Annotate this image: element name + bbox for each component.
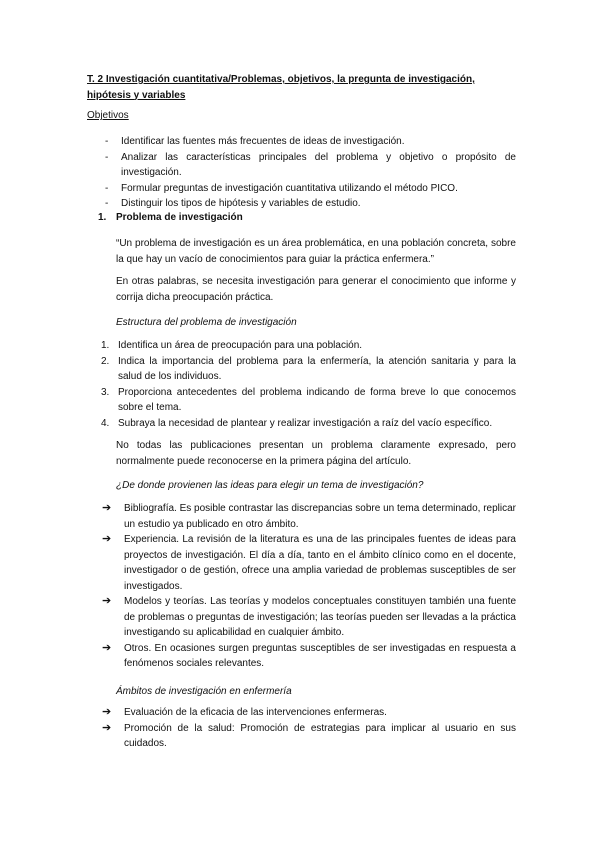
dash-bullet: - [105, 136, 109, 147]
arrow-icon: ➔ [102, 706, 112, 718]
objective-item: - Formular preguntas de investigación cuantitativa utilizando el método PICO. [87, 181, 516, 197]
area-item: ➔ Evaluación de la eficacia de las intervenciones enfermeras. [102, 705, 516, 721]
arrow-icon: ➔ [102, 641, 112, 654]
area-item: ➔ Promoción de la salud: Promoción de estrategias para implicar al usuario en sus cuidados. [102, 721, 516, 749]
areas-heading: Ámbitos de investigación en enfermería [116, 686, 292, 697]
arrow-icon: ➔ [102, 533, 112, 545]
idea-item: ➔ Modelos y teorías. Las teorías y modelos conceptuales constituyen también una fuente de problemas o preguntas de investigación; las teorías pueden ser llevadas a la práctica investigando su aplicabilidad en cualquier ámbito. [102, 595, 516, 638]
idea-item: ➔ Bibliografía. Es posible contrastar las discrepancias sobre un tema determinado, replicar un estudio ya publicado en otro ámbito. [102, 502, 516, 530]
dash-bullet: - [105, 182, 109, 194]
structure-item: 1. Identifica un área de preocupación para una población. [101, 340, 363, 351]
structure-list [98, 338, 516, 431]
definition-quote: “Un problema de investigación es un área problemática, en una población concreta, sobre la que hay un vacío de conocimientos para guiar la práctica enfermera.” [116, 238, 516, 265]
structure-item: 4. Subraya la necesidad de plantear y realizar investigación a raíz del vacío específico. [101, 417, 493, 429]
arrow-icon: ➔ [102, 721, 112, 734]
areas-list [102, 705, 516, 752]
arrow-icon: ➔ [102, 595, 112, 607]
paragraph: No todas las publicaciones presentan un problema claramente expresado, pero normalmente puede reconocerse en la primera página del artículo. [116, 440, 516, 467]
section-heading [98, 212, 243, 223]
section-number: 1. [98, 212, 107, 223]
objective-item: - Distinguir los tipos de hipótesis y variables de estudio. [87, 196, 516, 212]
ideas-heading: ¿De donde provienen las ideas para elegir un tema de investigación? [116, 480, 424, 491]
objectives-heading: Objetivos [87, 110, 129, 121]
ideas-list [102, 501, 516, 672]
dash-bullet: - [105, 151, 109, 163]
objectives-list [87, 134, 516, 212]
structure-heading: Estructura del problema de investigación [116, 317, 297, 328]
objective-item: - Analizar las características principales del problema y objetivo o propósito de investigación. [105, 151, 516, 178]
dash-bullet: - [105, 198, 109, 209]
arrow-icon: ➔ [102, 502, 112, 514]
structure-item: 2. Indica la importancia del problema para la enfermería, la atención sanitaria y para la salud de los individuos. [101, 355, 516, 382]
structure-item: 3. Proporciona antecedentes del problema indicando de forma breve lo que conocemos sobre el tema. [101, 386, 516, 413]
paragraph: En otras palabras, se necesita investigación para generar el conocimiento que informe y corrija dicha preocupación práctica. [116, 276, 516, 303]
idea-item: ➔ Otros. En ocasiones surgen preguntas susceptibles de ser investigadas en respuesta a fenómenos sociales relevantes. [102, 641, 516, 669]
section-title: Problema de investigación [116, 212, 243, 223]
page-title: T. 2 Investigación cuantitativa/Problemas, objetivos, la pregunta de investigación, hipótesis y variables [87, 74, 475, 101]
objective-item: - Identificar las fuentes más frecuentes de ideas de investigación. [87, 134, 516, 150]
idea-item: ➔ Experiencia. La revisión de la literatura es una de las principales fuentes de ideas para proyectos de investigación. El día a día, tanto en el ámbito clínico como en el docente, investigador o de gestión, ofrece una amplia variedad de problemas susceptibles de ser investigados. [102, 533, 516, 592]
